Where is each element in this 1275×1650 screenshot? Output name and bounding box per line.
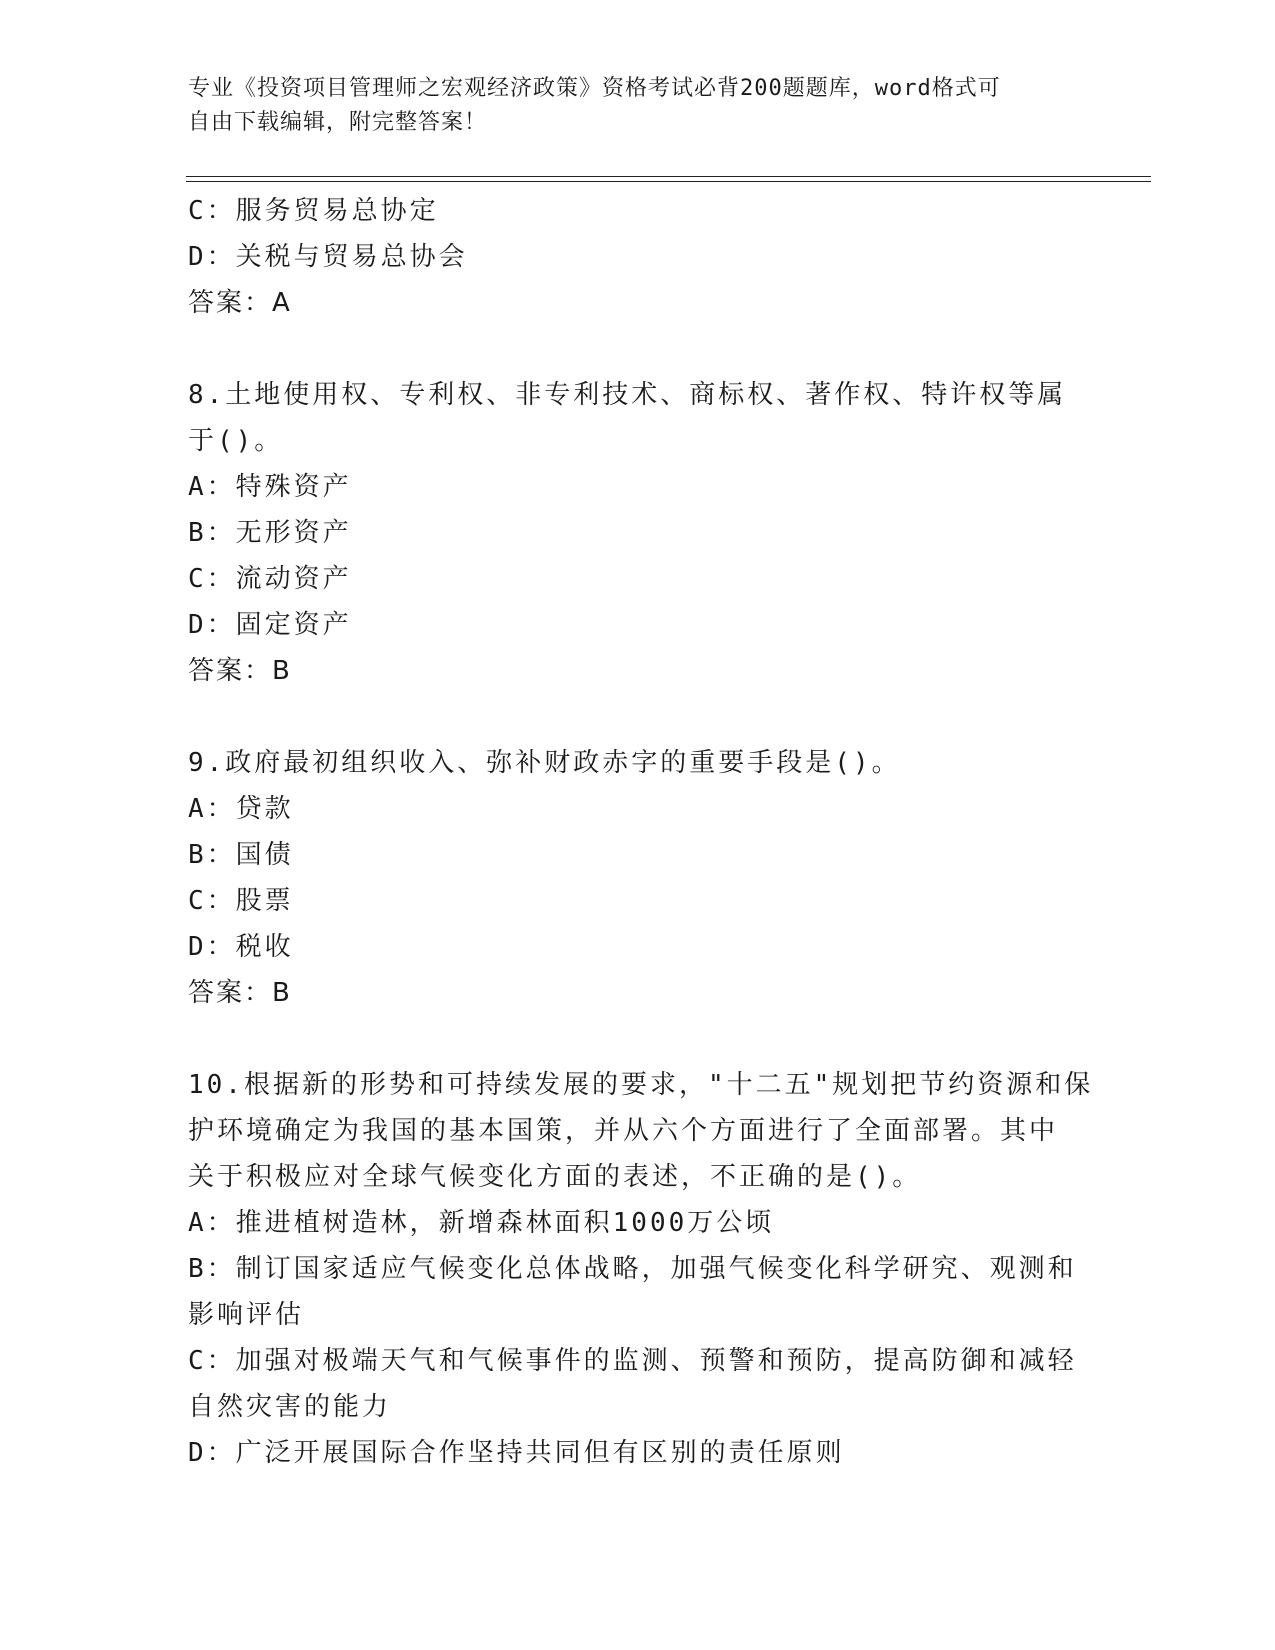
header-divider-top [186,176,1151,177]
option-b: B：制订国家适应气候变化总体战略，加强气候变化科学研究、观测和 [188,1254,1077,1284]
option-d: D：关税与贸易总协会 [188,242,468,272]
question-9 [188,740,1088,1016]
page-header [188,72,1068,140]
option-b: B：无形资产 [188,518,352,548]
header-line-2: 自由下载编辑，附完整答案！ [188,110,488,135]
option-a: A：推进植树造林，新增森林面积1000万公顷 [188,1208,775,1238]
option-c-cont: 自然灾害的能力 [188,1392,392,1422]
option-c: C：加强对极端天气和气候事件的监测、预警和预防，提高防御和减轻 [188,1346,1077,1376]
option-d: D：税收 [188,932,294,962]
option-a: A：特殊资产 [188,472,352,502]
option-a: A：贷款 [188,794,294,824]
question-stem-cont: 护环境确定为我国的基本国策，并从六个方面进行了全面部署。其中 [188,1116,1059,1146]
question-7-continued [188,188,1088,326]
question-stem-cont: 关于积极应对全球气候变化方面的表述，不正确的是()。 [188,1162,922,1192]
question-list [188,188,1094,1476]
option-b-cont: 影响评估 [188,1300,305,1330]
option-d: D：固定资产 [188,610,352,640]
option-d: D：广泛开展国际合作坚持共同但有区别的责任原则 [188,1438,845,1468]
question-stem: 10.根据新的形势和可持续发展的要求，"十二五"规划把节约资源和保 [188,1070,1094,1100]
answer: 答案：B [188,656,292,686]
question-10 [188,1062,1094,1476]
option-c: C：流动资产 [188,564,352,594]
answer: 答案：B [188,978,292,1008]
header-divider-bottom [186,181,1151,182]
header-line-1: 专业《投资项目管理师之宏观经济政策》资格考试必背200题题库，word格式可 [188,76,1001,101]
question-stem: 8.土地使用权、专利权、非专利技术、商标权、著作权、特许权等属 [188,380,1067,410]
option-b: B：国债 [188,840,294,870]
option-c: C：服务贸易总协定 [188,196,439,226]
answer: 答案：A [188,288,292,318]
question-8 [188,372,1088,694]
option-c: C：股票 [188,886,294,916]
question-stem: 9.政府最初组织收入、弥补财政赤字的重要手段是()。 [188,748,901,778]
question-stem-cont: 于()。 [188,426,284,456]
